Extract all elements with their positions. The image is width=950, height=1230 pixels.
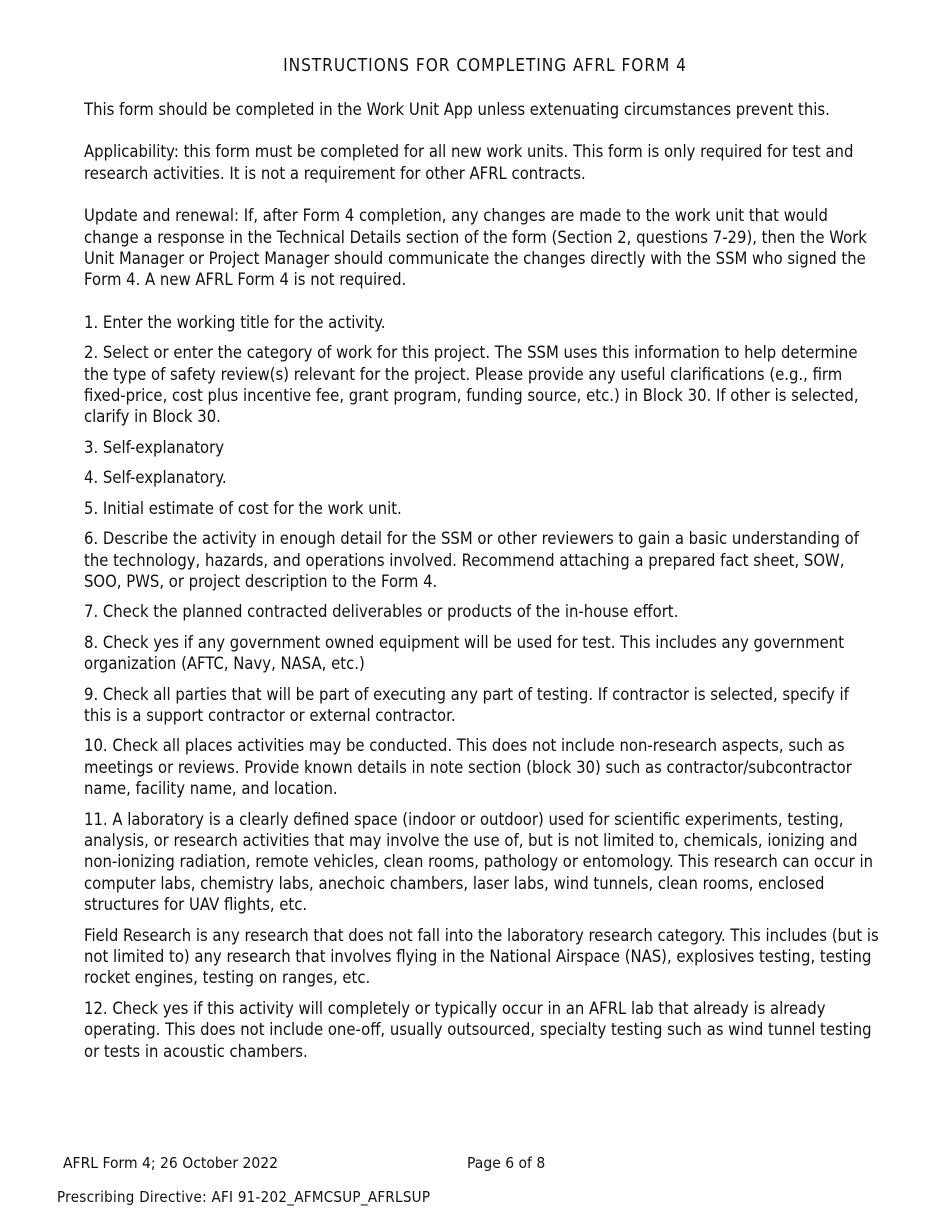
applicability-paragraph: Applicability: this form must be completed for all new work units. This form is only required for test and research activities. It is not a requirement for other AFRL contracts. (84, 141, 854, 183)
footer-prescribing-directive: Prescribing Directive: AFI 91-202_AFMCSUP_AFRLSUP (57, 1188, 431, 1206)
instruction-item-7: 7. Check the planned contracted deliverables or products of the in-house effort. (84, 601, 679, 622)
instruction-item-9: 9. Check all parties that will be part of executing any part of testing. If contractor is selected, specify if this is a support contractor or external contractor. (84, 683, 849, 725)
instruction-item-3: 3. Self-explanatory (84, 436, 224, 457)
instruction-item-11: 11. A laboratory is a clearly defined space (indoor or outdoor) used for scientific experiments, testing, analysis, or research activities that may involve the use of, but is not limited to, chemicals, ionizing and non-ionizing radiation, remote vehicles, clean rooms, pathology or entomology. This research can occur in computer labs, chemistry labs, anechoic chambers, laser labs, wind tunnels, clean rooms, enclosed structures for UAV flights, etc. (84, 808, 874, 915)
instruction-item-5: 5. Initial estimate of cost for the work unit. (84, 497, 402, 518)
instruction-item-1: 1. Enter the working title for the activity. (84, 311, 386, 332)
page-title: INSTRUCTIONS FOR COMPLETING AFRL FORM 4 (283, 56, 687, 76)
intro-paragraph: This form should be completed in the Work Unit App unless extenuating circumstances prevent this. (84, 99, 830, 119)
footer-page-number: Page 6 of 8 (467, 1154, 546, 1172)
update-renewal-paragraph: Update and renewal: If, after Form 4 completion, any changes are made to the work unit that would change a response in the Technical Details section of the form (Section 2, questions 7-29), then the Work Unit Manager or Project Manager should communicate the changes directly with the SSM who signed the Form 4. A new AFRL Form 4 is not required. (84, 205, 867, 290)
footer-form-id: AFRL Form 4; 26 October 2022 (63, 1154, 279, 1172)
instruction-item-12: 12. Check yes if this activity will completely or typically occur in an AFRL lab that already is already operating. This does not include one-off, usually outsourced, specialty testing such as wind tunnel testing or tests in acoustic chambers. (84, 997, 872, 1061)
instructions-body (84, 99, 881, 1071)
field-research-paragraph: Field Research is any research that does not fall into the laboratory research category. This includes (but is not limited to) any research that involves flying in the National Airspace (NAS), explosives testing, testing rocket engines, testing on ranges, etc. (84, 924, 879, 988)
instruction-item-8: 8. Check yes if any government owned equipment will be used for test. This includes any government organization (AFTC, Navy, NASA, etc.) (84, 631, 845, 674)
instruction-item-10: 10. Check all places activities may be conducted. This does not include non-research aspects, such as meetings or reviews. Provide known details in note section (block 30) such as contractor/subcontractor name, facility name, and location. (84, 735, 852, 799)
instruction-item-4: 4. Self-explanatory. (84, 467, 227, 488)
instruction-item-2: 2. Select or enter the category of work for this project. The SSM uses this information to help determine the type of safety review(s) relevant for the project. Please provide any useful clarifications (e.g., firm fixed-price, cost plus incentive fee, grant program, funding source, etc.) in Block 30. If other is selected, clarify in Block 30. (84, 342, 859, 427)
instruction-item-6: 6. Describe the activity in enough detail for the SSM or other reviewers to gain a basic understanding of the technology, hazards, and operations involved. Recommend attaching a prepared fact sheet, SOW, SOO, PWS, or project description to the Form 4. (84, 528, 859, 591)
